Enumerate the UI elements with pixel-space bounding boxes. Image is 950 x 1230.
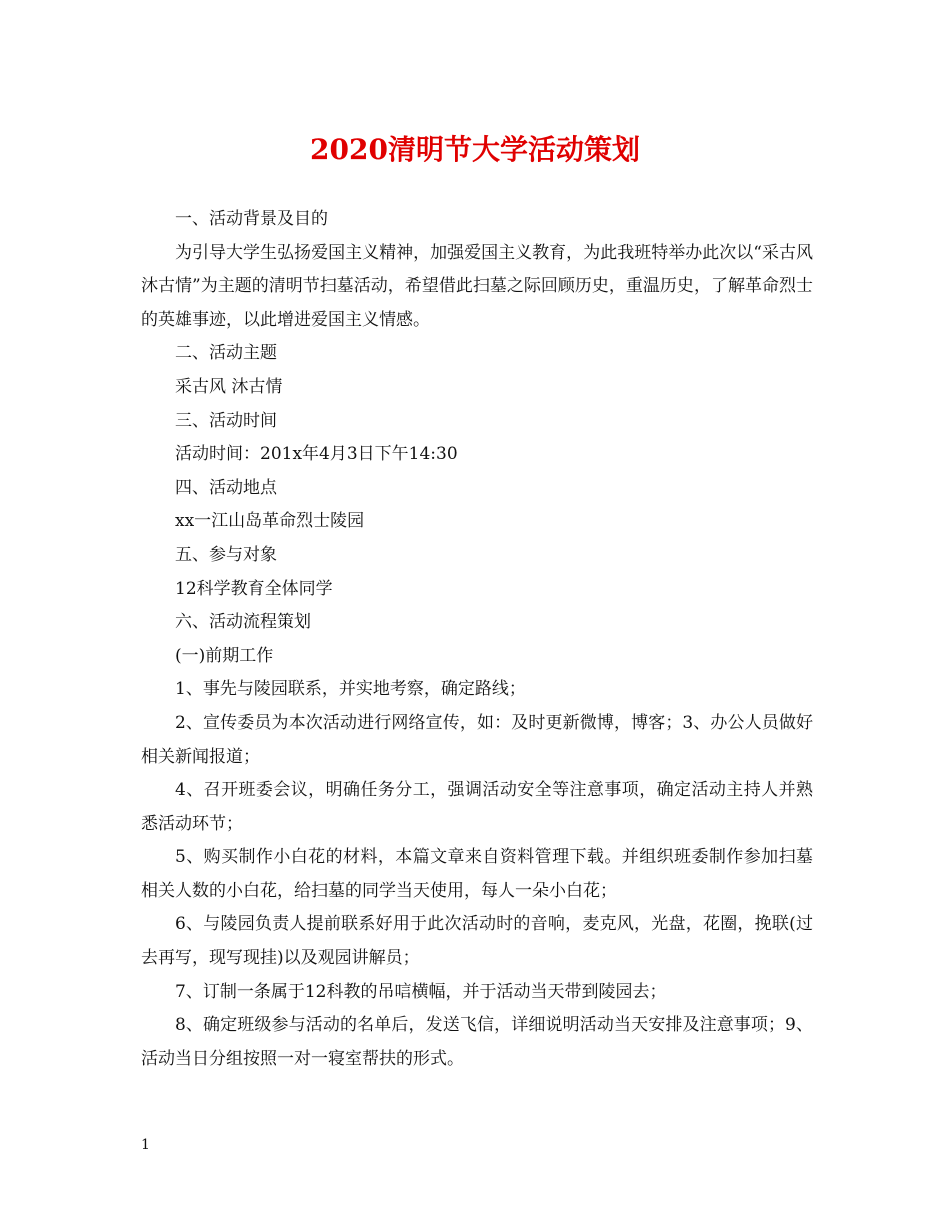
paragraph-background: 为引导大学生弘扬爱国主义精神，加强爱国主义教育，为此我班特举办此次以“采古风 沐古情”为主题的清明节扫墓活动，希望借此扫墓之际回顾历史，重温历史，了解革命烈士的英雄事迹，以此增进爱国主义情感。 — [141, 242, 813, 330]
page-number: 1 — [141, 1137, 150, 1153]
heading-background-purpose: 一、活动背景及目的 — [175, 209, 328, 229]
list-item: 7、订制一条属于12科教的吊唁横幅，并于活动当天带到陵园去； — [175, 981, 667, 1002]
list-item: 4、召开班委会议，明确任务分工，强调活动安全等注意事项，确定活动主持人并熟悉活动环节； — [141, 780, 813, 834]
list-item: 2、宣传委员为本次活动进行网络宣传，如：及时更新微博，博客；3、办公人员做好相关新闻报道； — [141, 712, 813, 767]
heading-process: 六、活动流程策划 — [175, 612, 311, 633]
paragraph-theme: 采古风 沐古情 — [175, 376, 283, 397]
heading-participants: 五、参与对象 — [175, 544, 277, 565]
heading-time: 三、活动时间 — [175, 410, 277, 431]
heading-theme: 二、活动主题 — [175, 343, 277, 364]
paragraph-time: 活动时间：201x年4月3日下午14:30 — [175, 444, 458, 465]
paragraph-location: xx一江山岛革命烈士陵园 — [175, 511, 365, 532]
list-item: 8、确定班级参与活动的名单后，发送飞信，详细说明活动当天安排及注意事项；9、活动当日分组按照一对一寝室帮扶的形式。 — [141, 1015, 813, 1069]
list-item: 5、购买制作小白花的材料，本篇文章来自资料管理下载。并组织班委制作参加扫墓相关人数的小白花，给扫墓的同学当天使用，每人一朵小白花； — [141, 847, 813, 901]
heading-location: 四、活动地点 — [175, 477, 277, 498]
document-body — [141, 203, 813, 1076]
paragraph-participants: 12科学教育全体同学 — [175, 578, 333, 599]
list-item: 1、事先与陵园联系，并实地考察，确定路线； — [175, 679, 526, 700]
list-item: 6、与陵园负责人提前联系好用于此次活动时的音响，麦克风，光盘，花圈，挽联(过去再写，现写现挂)以及观园讲解员； — [141, 914, 813, 969]
page-title: 2020清明节大学活动策划 — [310, 133, 640, 166]
subheading-preparation: (一)前期工作 — [175, 645, 274, 666]
